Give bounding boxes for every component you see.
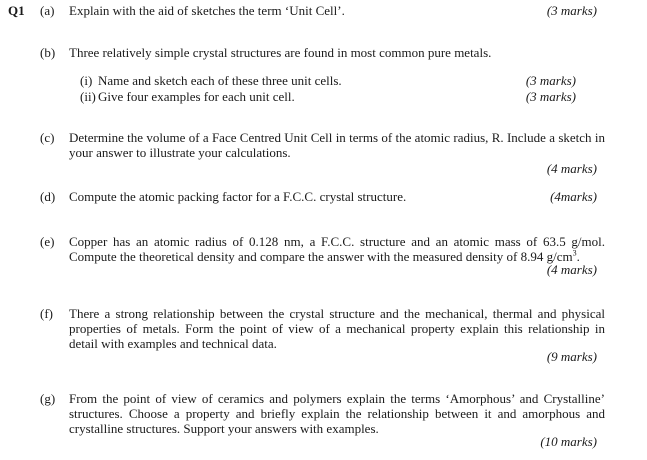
part-b-i-text: Name and sketch each of these three unit cells. (98, 73, 342, 88)
part-e-label: (e) (40, 234, 55, 249)
part-b-ii-label: (ii) (80, 89, 96, 104)
part-d-label: (d) (40, 189, 56, 204)
part-f-marks: (9 marks) (546, 349, 597, 364)
part-b-text: Three relatively simple crystal structures are found in most common pure metals. (69, 45, 492, 60)
part-c-marks: (4 marks) (546, 161, 597, 176)
part-d-text: Compute the atomic packing factor for a F.C.C. crystal structure. (69, 189, 407, 204)
part-b-i-label: (i) (80, 73, 93, 88)
part-g-label: (g) (40, 391, 56, 406)
part-e-text-end: . (576, 249, 580, 264)
question-number: Q1 (8, 3, 25, 18)
part-a-marks: (3 marks) (546, 3, 597, 18)
part-e-text-main: Copper has an atomic radius of 0.128 nm, a F.C.C. structure and an atomic mass of 63.5 g/mol. Compute the theoretical density and compare the answer with the measured density of 8.94 g/cm (69, 234, 605, 264)
part-a-label: (a) (40, 3, 55, 18)
part-c-label: (c) (40, 130, 55, 145)
part-c-text: Determine the volume of a Face Centred Unit Cell in terms of the atomic radius, R. Include a sketch in your answer to illustrate your calculations. (69, 130, 605, 160)
part-f-label: (f) (40, 306, 53, 321)
part-e-superscript: 3 (572, 248, 577, 258)
part-b-i-marks: (3 marks) (525, 73, 576, 88)
part-b-label: (b) (40, 45, 56, 60)
part-g-text: From the point of view of ceramics and polymers explain the terms ‘Amorphous’ and Crystalline’ structures. Choose a property and briefly explain the relationship between it and amorphous and crystalline structures. Support your answers with examples. (69, 391, 605, 436)
part-e-marks: (4 marks) (546, 262, 597, 277)
part-b-ii-text: Give four examples for each unit cell. (98, 89, 295, 104)
part-d-marks: (4marks) (550, 189, 597, 204)
part-f-text: There a strong relationship between the crystal structure and the mechanical, thermal and physical properties of metals. Form the point of view of a mechanical property explain this relationship in detail with examples and technical data. (69, 306, 605, 351)
part-g-marks: (10 marks) (540, 434, 597, 449)
part-a-text: Explain with the aid of sketches the term ‘Unit Cell’. (69, 3, 345, 18)
part-e-text (69, 234, 605, 264)
part-b-ii-marks: (3 marks) (525, 89, 576, 104)
